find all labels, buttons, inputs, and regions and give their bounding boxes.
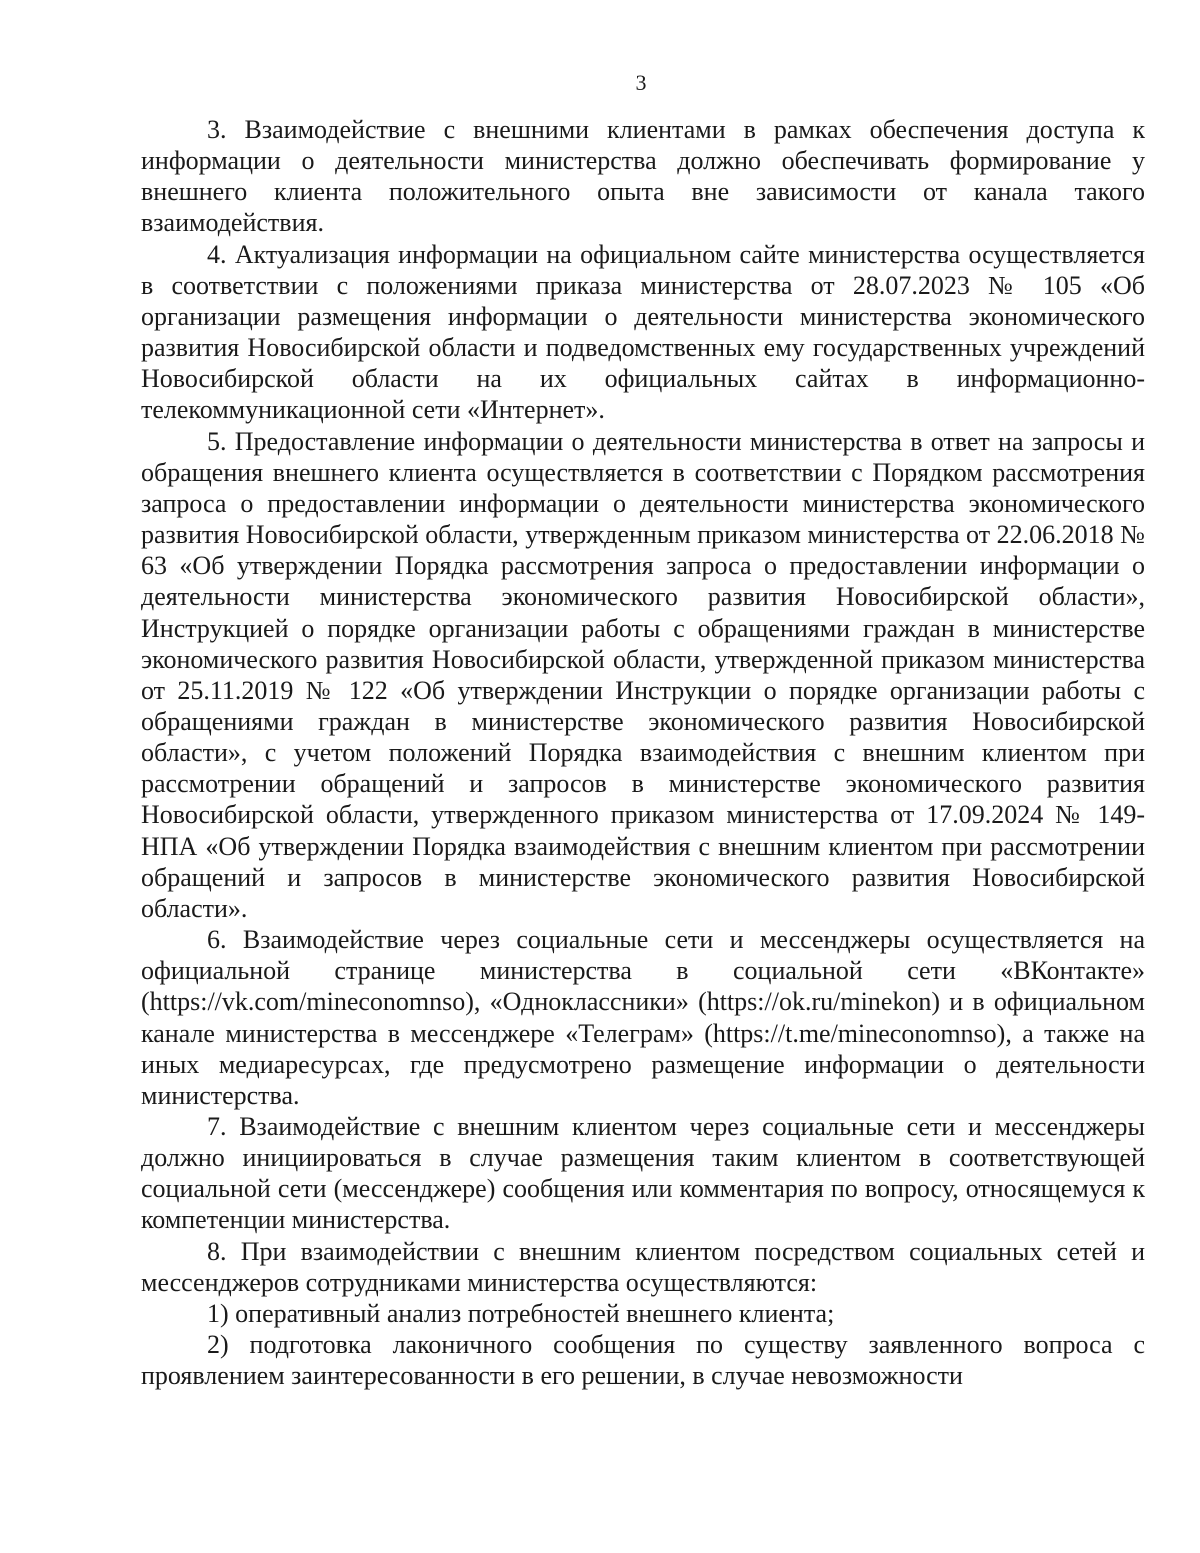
list-item-2: 2) подготовка лаконичного сообщения по существу заявленного вопроса с проявлением заинтересованности в его решении, в случае невозможности [141,1330,1145,1391]
paragraph-8: 8. При взаимодействии с внешним клиентом посредством социальных сетей и мессенджеров сотрудниками министерства осуществляются: [141,1236,1145,1297]
paragraph-6: 6. Взаимодействие через социальные сети и мессенджеры осуществляется на официальной странице министерства в социальной сети «ВКонтакте» (https://vk.com/mineconomnso), «Одноклассники» (https://ok.ru/minekon) и в официальном канале министерства в мессенджере «Телеграм» (https://t.me/mineconomnso), а также на иных медиаресурсах, где предусмотрено размещение информации о деятельности министерства. [141,925,1145,1110]
paragraph-7: 7. Взаимодействие с внешним клиентом через социальные сети и мессенджеры должно инициироваться в случае размещения таким клиентом в соответствующей социальной сети (мессенджере) сообщения или комментария по вопросу, относящемуся к компетенции министерства. [141,1112,1145,1235]
page-number: 3 [635,70,647,95]
paragraph-5: 5. Предоставление информации о деятельности министерства в ответ на запросы и обращения внешнего клиента осуществляется в соответствии с Порядком рассмотрения запроса о предоставлении информации о деятельности министерства экономического развития Новосибирской области, утвержденным приказом министерства от 22.06.2018 № 63 «Об утверждении Порядка рассмотрения запроса о предоставлении информации о деятельности министерства экономического развития Новосибирской области», Инструкцией о порядке организации работы с обращениями граждан в министерстве экономического развития Новосибирской области, утвержденной приказом министерства от 25.11.2019 № 122 «Об утверждении Инструкции о порядке организации работы с обращениями граждан в министерстве экономического развития Новосибирской области», с учетом положений Порядка взаимодействия с внешним клиентом при рассмотрении обращений и запросов в министерстве экономического развития Новосибирской области, утвержденного приказом министерства от 17.09.2024 № 149-НПА «Об утверждении Порядка взаимодействия с внешним клиентом при рассмотрении обращений и запросов в министерстве экономического развития Новосибирской области». [141,426,1145,923]
paragraph-3: 3. Взаимодействие с внешними клиентами в рамках обеспечения доступа к информации о деятельности министерства должно обеспечивать формирование у внешнего клиента положительного опыта вне зависимости от канала такого взаимодействия. [141,115,1145,238]
paragraph-4: 4. Актуализация информации на официальном сайте министерства осуществляется в соответствии с положениями приказа министерства от 28.07.2023 № 105 «Об организации размещения информации о деятельности министерства экономического развития Новосибирской области и подведомственных ему государственных учреждений Новосибирской области на их официальных сайтах в информационно-телекоммуникационной сети «Интернет». [141,239,1145,425]
list-item-1: 1) оперативный анализ потребностей внешнего клиента; [207,1298,835,1328]
document-body [141,114,1145,1391]
